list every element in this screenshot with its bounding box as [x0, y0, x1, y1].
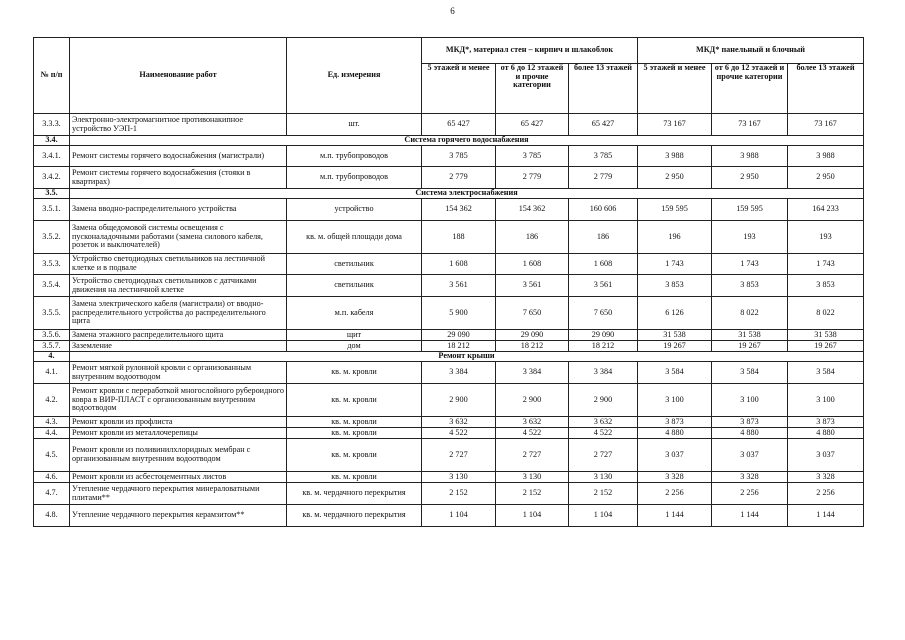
price-cell: 19 267	[638, 341, 712, 352]
price-cell: 73 167	[712, 114, 788, 136]
price-cell: 3 988	[638, 146, 712, 167]
price-cell: 3 037	[638, 439, 712, 472]
price-cell: 3 328	[712, 472, 788, 483]
unit-cell: дом	[287, 341, 422, 352]
price-cell: 7 650	[569, 297, 638, 330]
price-cell: 18 212	[496, 341, 569, 352]
section-title: Система электроснабжения	[70, 189, 864, 199]
price-cell: 154 362	[496, 199, 569, 221]
work-name: Ремонт кровли из профлиста	[70, 417, 287, 428]
price-cell: 1 144	[638, 505, 712, 527]
work-name: Утепление чердачного перекрытия керамзитом**	[70, 505, 287, 527]
table-row	[34, 439, 864, 472]
work-name: Заземление	[70, 341, 287, 352]
table-row	[34, 167, 864, 189]
header-sub-1: 5 этажей и менее	[422, 64, 496, 114]
price-cell: 3 584	[638, 362, 712, 384]
price-cell: 2 900	[496, 384, 569, 417]
section-row	[34, 189, 864, 199]
unit-cell: светильник	[287, 254, 422, 275]
price-cell: 2 950	[788, 167, 864, 189]
work-name: Замена этажного распределительного щита	[70, 330, 287, 341]
price-cell: 3 853	[712, 275, 788, 297]
unit-cell: м.п. трубопроводов	[287, 146, 422, 167]
price-cell: 3 328	[788, 472, 864, 483]
header-sub-5: от 6 до 12 этажей и прочие категории	[712, 64, 788, 114]
unit-cell: кв. м. чердачного перекрытия	[287, 483, 422, 505]
price-cell: 2 779	[422, 167, 496, 189]
section-row	[34, 136, 864, 146]
price-cell: 154 362	[422, 199, 496, 221]
price-cell: 2 950	[638, 167, 712, 189]
price-cell: 2 152	[569, 483, 638, 505]
header-sub-2: от 6 до 12 этажей и прочие категории	[496, 64, 569, 114]
row-number: 3.4.2.	[34, 167, 70, 189]
table-row	[34, 341, 864, 352]
price-cell: 2 779	[496, 167, 569, 189]
price-cell: 18 212	[569, 341, 638, 352]
price-cell: 2 900	[422, 384, 496, 417]
price-cell: 4 880	[788, 428, 864, 439]
unit-cell: кв. м. чердачного перекрытия	[287, 505, 422, 527]
section-number: 4.	[34, 352, 70, 362]
price-cell: 3 561	[496, 275, 569, 297]
price-cell: 3 100	[788, 384, 864, 417]
section-number: 3.4.	[34, 136, 70, 146]
price-cell: 3 988	[712, 146, 788, 167]
unit-cell: кв. м. кровли	[287, 472, 422, 483]
price-cell: 65 427	[569, 114, 638, 136]
price-cell: 8 022	[712, 297, 788, 330]
price-cell: 3 584	[788, 362, 864, 384]
price-cell: 1 743	[788, 254, 864, 275]
table-row	[34, 505, 864, 527]
table-row	[34, 483, 864, 505]
price-cell: 2 727	[496, 439, 569, 472]
price-cell: 3 873	[638, 417, 712, 428]
table-row	[34, 472, 864, 483]
price-cell: 3 853	[788, 275, 864, 297]
row-number: 4.8.	[34, 505, 70, 527]
row-number: 3.5.6.	[34, 330, 70, 341]
work-name: Ремонт кровли с переработкой многослойного рубероидного ковра в ВИР-ПЛАСТ с организованным внутренним водоотводом	[70, 384, 287, 417]
price-cell: 193	[788, 221, 864, 254]
table-row	[34, 297, 864, 330]
work-name: Замена электрического кабеля (магистрали) от вводно-распределительного устройства до распределительного щита	[70, 297, 287, 330]
price-cell: 1 743	[712, 254, 788, 275]
price-cell: 3 785	[569, 146, 638, 167]
row-number: 4.4.	[34, 428, 70, 439]
price-cell: 31 538	[788, 330, 864, 341]
price-cell: 3 384	[569, 362, 638, 384]
price-cell: 73 167	[638, 114, 712, 136]
price-cell: 31 538	[712, 330, 788, 341]
price-cell: 186	[569, 221, 638, 254]
price-cell: 1 608	[422, 254, 496, 275]
work-name: Ремонт кровли из поливинилхлоридных мембран с организованным внутренним водоотводом	[70, 439, 287, 472]
header-group-brick: МКД*, материал стен – кирпич и шлакоблок	[422, 38, 638, 64]
price-cell: 159 595	[712, 199, 788, 221]
table-row	[34, 384, 864, 417]
price-cell: 3 037	[788, 439, 864, 472]
unit-cell: кв. м. кровли	[287, 417, 422, 428]
unit-cell: кв. м. кровли	[287, 362, 422, 384]
price-cell: 160 606	[569, 199, 638, 221]
header-num: № п/п	[34, 38, 70, 114]
price-cell: 2 152	[422, 483, 496, 505]
table-row	[34, 330, 864, 341]
unit-cell: шт.	[287, 114, 422, 136]
price-cell: 3 584	[712, 362, 788, 384]
unit-cell: светильник	[287, 275, 422, 297]
work-name: Замена общедомовой системы освещения с пусконаладочными работами (замена силового кабеля, розеток и выключателей)	[70, 221, 287, 254]
section-number: 3.5.	[34, 189, 70, 199]
price-cell: 5 900	[422, 297, 496, 330]
unit-cell: устройство	[287, 199, 422, 221]
price-cell: 159 595	[638, 199, 712, 221]
price-cell: 2 256	[638, 483, 712, 505]
price-cell: 4 880	[638, 428, 712, 439]
price-cell: 3 100	[638, 384, 712, 417]
price-cell: 31 538	[638, 330, 712, 341]
price-cell: 2 727	[422, 439, 496, 472]
price-cell: 3 384	[422, 362, 496, 384]
price-cell: 2 727	[569, 439, 638, 472]
work-name: Ремонт системы горячего водоснабжения (стояки в квартирах)	[70, 167, 287, 189]
unit-cell: кв. м. кровли	[287, 439, 422, 472]
work-name: Ремонт мягкой рулонной кровли с организованным внутренним водоотводом	[70, 362, 287, 384]
price-cell: 3 037	[712, 439, 788, 472]
price-cell: 1 743	[638, 254, 712, 275]
table-row	[34, 221, 864, 254]
row-number: 4.1.	[34, 362, 70, 384]
table-row	[34, 428, 864, 439]
work-name: Электронно-электромагнитное противонакипное устройство УЭП-1	[70, 114, 287, 136]
price-cell: 1 144	[712, 505, 788, 527]
table-row	[34, 146, 864, 167]
header-sub-3: более 13 этажей	[569, 64, 638, 114]
price-cell: 3 873	[788, 417, 864, 428]
price-cell: 3 130	[569, 472, 638, 483]
price-cell: 4 522	[422, 428, 496, 439]
unit-cell: щит	[287, 330, 422, 341]
price-cell: 3 785	[422, 146, 496, 167]
unit-cell: м.п. трубопроводов	[287, 167, 422, 189]
section-title: Ремонт крыши	[70, 352, 864, 362]
table-row	[34, 199, 864, 221]
work-name: Замена вводно-распределительного устройства	[70, 199, 287, 221]
price-cell: 65 427	[422, 114, 496, 136]
price-cell: 4 880	[712, 428, 788, 439]
row-number: 4.6.	[34, 472, 70, 483]
section-title: Система горячего водоснабжения	[70, 136, 864, 146]
unit-cell: кв. м. кровли	[287, 428, 422, 439]
price-cell: 7 650	[496, 297, 569, 330]
price-cell: 2 779	[569, 167, 638, 189]
row-number: 3.5.7.	[34, 341, 70, 352]
work-name: Устройство светодиодных светильников на лестничной клетке и в подвале	[70, 254, 287, 275]
price-cell: 1 104	[496, 505, 569, 527]
page-number: 6	[450, 6, 455, 16]
price-cell: 1 144	[788, 505, 864, 527]
price-cell: 29 090	[496, 330, 569, 341]
price-table	[33, 37, 864, 527]
unit-cell: м.п. кабеля	[287, 297, 422, 330]
price-cell: 2 152	[496, 483, 569, 505]
row-number: 4.2.	[34, 384, 70, 417]
price-cell: 1 104	[569, 505, 638, 527]
work-name: Ремонт кровли из металлочерепицы	[70, 428, 287, 439]
price-cell: 3 561	[422, 275, 496, 297]
price-cell: 3 328	[638, 472, 712, 483]
row-number: 3.5.2.	[34, 221, 70, 254]
price-cell: 29 090	[422, 330, 496, 341]
section-row	[34, 352, 864, 362]
table-row	[34, 362, 864, 384]
price-cell: 188	[422, 221, 496, 254]
price-cell: 3 988	[788, 146, 864, 167]
price-cell: 193	[712, 221, 788, 254]
price-cell: 3 561	[569, 275, 638, 297]
price-cell: 3 873	[712, 417, 788, 428]
row-number: 3.5.1.	[34, 199, 70, 221]
price-cell: 164 233	[788, 199, 864, 221]
row-number: 3.3.3.	[34, 114, 70, 136]
work-name: Утепление чердачного перекрытия минераловатными плитами**	[70, 483, 287, 505]
work-name: Устройство светодиодных светильников с датчиками движения на лестничной клетке	[70, 275, 287, 297]
price-cell: 3 130	[496, 472, 569, 483]
price-cell: 196	[638, 221, 712, 254]
header-unit: Ед. измерения	[287, 38, 422, 114]
price-cell: 3 100	[712, 384, 788, 417]
price-cell: 2 256	[788, 483, 864, 505]
header-sub-6: более 13 этажей	[788, 64, 864, 114]
unit-cell: кв. м. кровли	[287, 384, 422, 417]
price-cell: 29 090	[569, 330, 638, 341]
price-cell: 3 632	[422, 417, 496, 428]
price-cell: 2 256	[712, 483, 788, 505]
price-cell: 186	[496, 221, 569, 254]
price-cell: 19 267	[712, 341, 788, 352]
price-cell: 8 022	[788, 297, 864, 330]
row-number: 3.5.4.	[34, 275, 70, 297]
price-cell: 6 126	[638, 297, 712, 330]
price-cell: 1 608	[496, 254, 569, 275]
price-cell: 1 608	[569, 254, 638, 275]
table-row	[34, 417, 864, 428]
table-header	[34, 38, 864, 114]
row-number: 4.5.	[34, 439, 70, 472]
price-cell: 4 522	[569, 428, 638, 439]
price-cell: 3 785	[496, 146, 569, 167]
header-name: Наименование работ	[70, 38, 287, 114]
price-cell: 3 632	[569, 417, 638, 428]
price-cell: 3 632	[496, 417, 569, 428]
table-row	[34, 275, 864, 297]
price-cell: 19 267	[788, 341, 864, 352]
unit-cell: кв. м. общей площади дома	[287, 221, 422, 254]
price-cell: 1 104	[422, 505, 496, 527]
work-name: Ремонт системы горячего водоснабжения (магистрали)	[70, 146, 287, 167]
row-number: 4.7.	[34, 483, 70, 505]
row-number: 3.5.3.	[34, 254, 70, 275]
table-body	[34, 114, 864, 527]
price-cell: 3 384	[496, 362, 569, 384]
price-cell: 18 212	[422, 341, 496, 352]
price-cell: 4 522	[496, 428, 569, 439]
row-number: 3.5.5.	[34, 297, 70, 330]
header-sub-4: 5 этажей и менее	[638, 64, 712, 114]
price-cell: 73 167	[788, 114, 864, 136]
price-cell: 65 427	[496, 114, 569, 136]
work-name: Ремонт кровли из асбестоцементных листов	[70, 472, 287, 483]
row-number: 4.3.	[34, 417, 70, 428]
table-row	[34, 254, 864, 275]
row-number: 3.4.1.	[34, 146, 70, 167]
table-row	[34, 114, 864, 136]
price-cell: 3 130	[422, 472, 496, 483]
price-cell: 2 900	[569, 384, 638, 417]
price-cell: 2 950	[712, 167, 788, 189]
price-cell: 3 853	[638, 275, 712, 297]
header-group-panel: МКД* панельный и блочный	[638, 38, 864, 64]
